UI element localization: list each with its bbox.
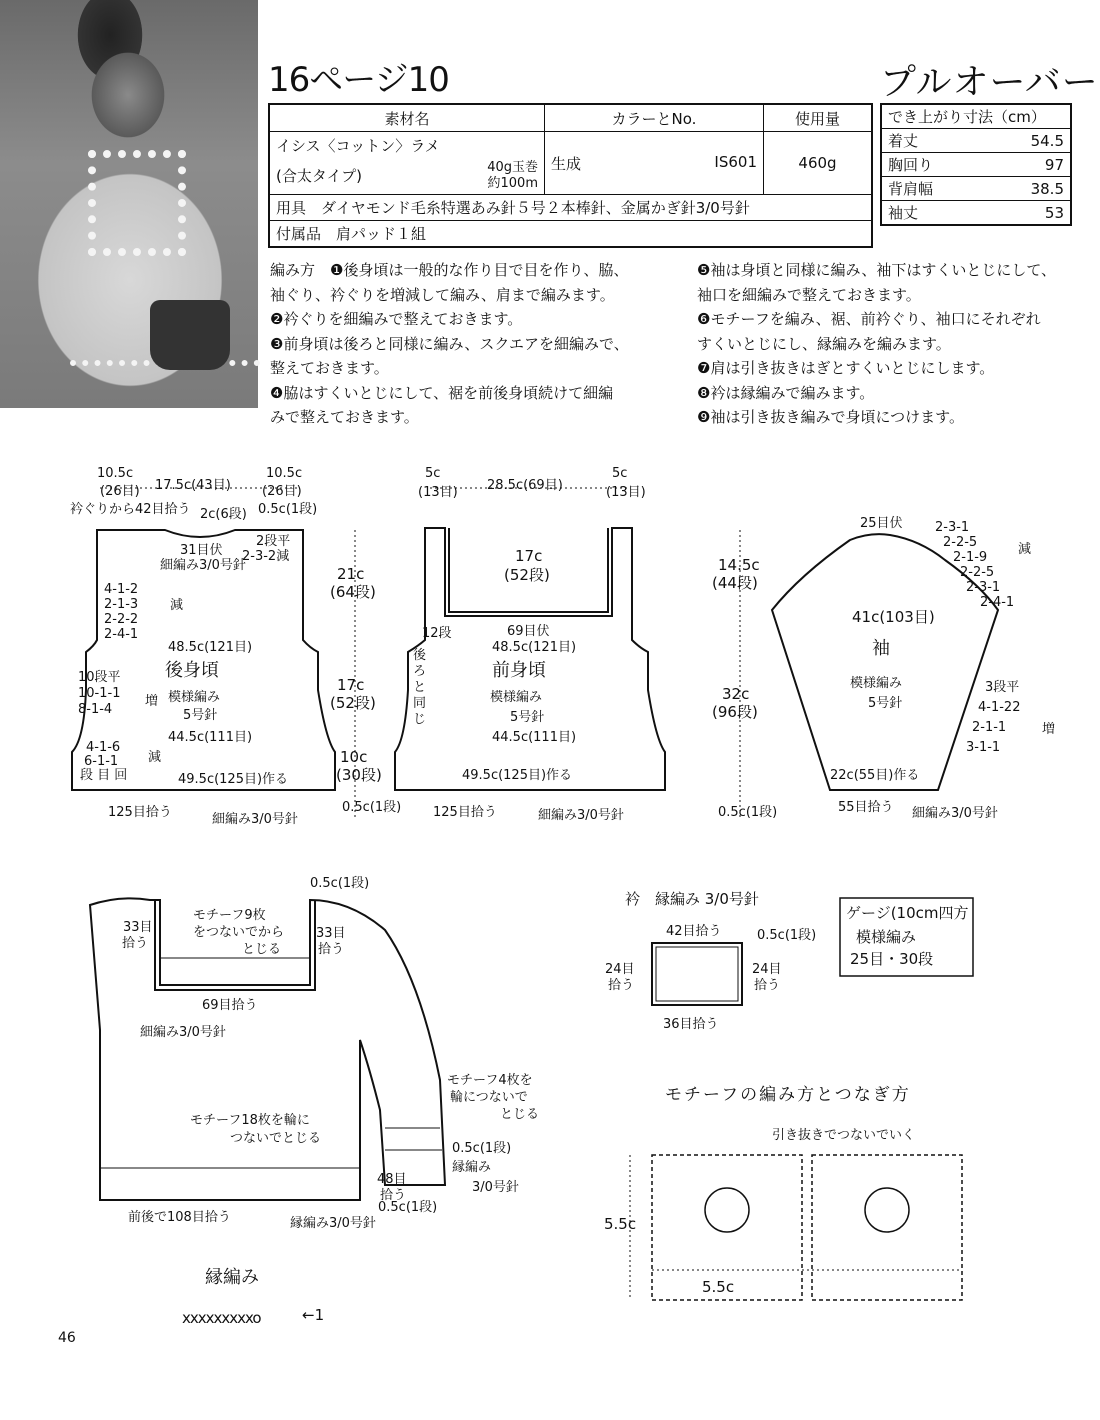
back-low-dec-2: 6-1-1 — [84, 754, 119, 769]
asm-motif4-1: モチーフ4枚を — [447, 1073, 533, 1088]
edging-chart: xxxxxxxxxo — [182, 1309, 261, 1327]
front-top-left-rows: (13目) — [418, 485, 458, 500]
yarn-type: (合太タイプ) — [276, 167, 362, 185]
back-h17-rows: (52段) — [330, 694, 376, 712]
asm-motif4-3: とじる — [500, 1107, 540, 1122]
asm-motif18-1: モチーフ18枚を輪に — [190, 1113, 310, 1128]
instruction-line: ❹脇はすくいとじにして、裾を前後身頃続けて細編 — [270, 383, 614, 402]
size-value: 38.5 — [987, 177, 1071, 201]
back-needle: 5号針 — [183, 708, 218, 723]
back-hem-edge: 細編み3/0号針 — [212, 812, 298, 827]
yarn-length: 約100m — [487, 175, 538, 191]
back-side-flat: 10段平 — [78, 670, 121, 685]
sleeve-pickup: 55目拾う — [838, 800, 894, 815]
back-h21-rows: (64段) — [330, 583, 376, 601]
gauge-line-2: 模様編み — [856, 928, 917, 946]
page-number: 46 — [58, 1330, 76, 1346]
yarn-name: イシス〈コットン〉ラメ — [276, 136, 440, 155]
asm-left-33b: 拾う — [122, 936, 149, 951]
collar-inner — [656, 947, 738, 1001]
tools-row: 用具 ダイヤモンド毛糸特選あみ針５号２本棒針、金属かぎ針3/0号針 — [269, 195, 872, 221]
collar-rect — [652, 943, 742, 1005]
sleeve-h32: 32c — [722, 685, 750, 703]
col-material: 素材名 — [269, 104, 545, 132]
asm-motif9-1: モチーフ9枚 — [193, 908, 266, 923]
back-neck-flat: 2段平 — [256, 534, 291, 549]
asm-motif18-2: つないでとじる — [230, 1131, 322, 1146]
back-armhole-3: 2-2-2 — [104, 612, 139, 627]
back-armhole-2: 2-1-3 — [104, 597, 139, 612]
motif-title: モチーフの編み方とつなぎ方 — [665, 1085, 911, 1105]
instruction-line: すくいとじにし、縁編みを編みます。 — [697, 334, 951, 353]
sleeve-bind: 25目伏 — [860, 516, 903, 531]
front-same-char: ろ — [413, 664, 427, 679]
sleeve-edge: 細編み3/0号針 — [912, 806, 998, 821]
sleeve-side-1: 3段平 — [985, 680, 1020, 695]
page-reference: 16ページ10 — [268, 60, 449, 100]
front-same-char: と — [413, 680, 427, 695]
front-hem-edge: 細編み3/0号針 — [538, 808, 624, 823]
back-inc: 増 — [145, 694, 159, 709]
asm-top-05: 0.5c(1段) — [310, 876, 370, 891]
back-neck-bind: 31目伏 — [180, 543, 223, 558]
back-low-dec-1: 4-1-6 — [86, 740, 121, 755]
back-h05: 0.5c(1段) — [342, 800, 402, 815]
instruction-line: ❺袖は身頃と同様に編み、袖下はすくいとじにして、 — [697, 261, 1057, 279]
sleeve-side-4: 3-1-1 — [966, 740, 1001, 755]
size-header: でき上がり寸法（cm） — [881, 104, 1071, 129]
back-neck-2c: 2c(6段) — [200, 507, 247, 522]
asm-cuff-05: 0.5c(1段) — [452, 1141, 512, 1156]
instruction-line: ❷衿ぐりを細編みで整えておきます。 — [270, 310, 523, 328]
back-h17: 17c — [337, 676, 365, 694]
front-needle: 5号針 — [510, 710, 545, 725]
edging-title: 縁編み — [205, 1267, 259, 1288]
back-h10: 10c — [340, 748, 368, 766]
asm-hem-05: 0.5c(1段) — [378, 1200, 438, 1215]
sleeve-cap-dec: 減 — [1018, 542, 1032, 557]
asm-cuff-edge: 縁編み — [452, 1160, 492, 1175]
instruction-line: ❾袖は引き抜き編みで身頃につけます。 — [697, 408, 964, 426]
sleeve-cap-3: 2-1-9 — [953, 550, 988, 565]
asm-motif4-2: 輪につないで — [450, 1090, 528, 1105]
color-name: 生成 — [551, 154, 582, 173]
asm-right-33: 33目 — [316, 926, 346, 941]
back-neck-edge: 細編み3/0号針 — [160, 558, 246, 573]
front-cast-on: 49.5c(125目)作る — [462, 768, 573, 783]
front-same — [413, 648, 426, 728]
back-armhole-4: 2-4-1 — [104, 627, 139, 642]
front-width-44: 44.5c(111目) — [492, 730, 577, 745]
sleeve-side-3: 2-1-1 — [972, 720, 1007, 735]
col-amount: 使用量 — [764, 104, 873, 132]
back-pickup: 125目拾う — [108, 805, 172, 820]
front-bind: 69目伏 — [507, 624, 550, 639]
back-neck-05: 0.5c(1段) — [258, 502, 318, 517]
motif-flower-2 — [865, 1188, 909, 1232]
asm-pick69: 69目拾う — [202, 998, 258, 1013]
back-top-right-rows: (26目) — [262, 484, 302, 499]
collar-right-24b: 拾う — [754, 978, 781, 993]
sleeve-pattern: 模様編み — [850, 676, 903, 691]
sleeve-cap-5: 2-3-1 — [966, 580, 1001, 595]
front-top-right: 5c — [612, 466, 628, 481]
back-armhole-dec: 減 — [170, 598, 184, 613]
size-label: 背肩幅 — [881, 177, 987, 201]
motif-join: 引き抜きでつないでいく — [772, 1128, 916, 1143]
sleeve-h145: 14.5c — [718, 556, 760, 574]
page-title: プルオーバー — [880, 62, 1099, 103]
motif-flower-1 — [705, 1188, 749, 1232]
sleeve-h05: 0.5c(1段) — [718, 805, 778, 820]
back-side-inc-1: 10-1-1 — [78, 686, 121, 701]
collar-pick42: 42目拾う — [666, 924, 722, 939]
front-same-char: 後 — [413, 648, 427, 663]
back-name: 後身頃 — [165, 660, 219, 681]
front-same-char: じ — [413, 712, 427, 727]
sleeve-width-41: 41c(103目) — [852, 608, 935, 626]
instruction-line: ❼肩は引き抜きはぎとすくいとじにします。 — [697, 359, 995, 377]
front-top-left: 5c — [425, 466, 441, 481]
sleeve-h32-rows: (96段) — [712, 703, 758, 721]
instruction-line: ❻モチーフを編み、裾、前衿ぐり、袖口にそれぞれ — [697, 310, 1041, 328]
asm-left-33: 33目 — [123, 920, 153, 935]
size-label: 胸回り — [881, 153, 987, 177]
asm-motif9-3: とじる — [242, 942, 282, 957]
instruction-line: 整えておきます。 — [270, 359, 389, 377]
front-sq-h-rows: (52段) — [504, 566, 550, 584]
collar-title: 衿 縁編み 3/0号針 — [625, 890, 759, 908]
back-h10-rows: (30段) — [336, 766, 382, 784]
instruction-line: 袖口を細編みで整えておきます。 — [697, 285, 921, 304]
back-width-48: 48.5c(121目) — [168, 640, 253, 655]
motif-width: 5.5c — [702, 1278, 735, 1296]
asm-motif9-2: をつないでから — [193, 925, 285, 940]
collar-h05: 0.5c(1段) — [757, 928, 817, 943]
back-top-left: 10.5c — [97, 466, 134, 481]
back-neck-dec: 2-3-2減 — [242, 549, 290, 564]
front-pickup: 125目拾う — [433, 805, 497, 820]
back-pattern: 模様編み — [168, 690, 221, 705]
col-color: カラーとNo. — [545, 104, 764, 132]
sleeve-cast-on: 22c(55目)作る — [830, 768, 920, 783]
size-label: 着丈 — [881, 129, 987, 153]
accessories-row: 付属品 肩パッド１組 — [269, 221, 872, 248]
collar-right-24: 24目 — [752, 962, 782, 977]
sleeve-inc: 増 — [1042, 722, 1056, 737]
size-label: 袖丈 — [881, 201, 987, 226]
collar-pick36: 36目拾う — [663, 1017, 719, 1032]
amount-cell: 460g — [764, 132, 873, 195]
motif-height: 5.5c — [604, 1215, 637, 1233]
sleeve-cap-2: 2-2-5 — [943, 535, 978, 550]
yarn-ball: 40g玉巻 — [487, 159, 538, 175]
sleeve-cap-1: 2-3-1 — [935, 520, 970, 535]
back-armhole-1: 4-1-2 — [104, 582, 139, 597]
gauge-line-3: 25目・30段 — [850, 950, 934, 968]
back-side-inc-2: 8-1-4 — [78, 702, 113, 717]
asm-pick48b: 拾う — [380, 1188, 407, 1203]
size-value: 97 — [987, 153, 1071, 177]
asm-cuff-needle: 3/0号針 — [472, 1180, 519, 1195]
asm-right-33b: 拾う — [318, 942, 345, 957]
edging-arrow: ←1 — [302, 1306, 325, 1324]
collar-left-24b: 拾う — [608, 978, 635, 993]
motif-2 — [812, 1155, 962, 1300]
back-top-mid: 17.5c(43目) — [155, 478, 231, 493]
sleeve-h145-rows: (44段) — [712, 574, 758, 592]
front-side-12: 12段 — [422, 626, 452, 641]
front-pattern: 模様編み — [490, 690, 543, 705]
back-width-44: 44.5c(111目) — [168, 730, 253, 745]
front-top-mid: 28.5c(69目) — [487, 478, 563, 493]
asm-hem-edge: 縁編み3/0号針 — [290, 1216, 376, 1231]
back-cast-on: 49.5c(125目)作る — [178, 772, 289, 787]
color-number: IS601 — [714, 152, 757, 171]
instruction-line: みで整えておきます。 — [270, 408, 419, 426]
collar-left-24: 24目 — [605, 962, 635, 977]
back-low-dec-mark: 減 — [148, 750, 162, 765]
instruction-line: ❽衿は縁編みで編みます。 — [697, 383, 875, 402]
size-value: 54.5 — [987, 129, 1071, 153]
asm-neck-edge: 細編み3/0号針 — [140, 1025, 226, 1040]
sleeve-name: 袖 — [872, 638, 890, 659]
sleeve-cap-4: 2-2-5 — [960, 565, 995, 580]
front-name: 前身頃 — [492, 660, 546, 681]
back-neck-pick: 衿ぐりから42目拾う — [70, 502, 191, 517]
sleeve-cap-6: 2-4-1 — [980, 595, 1015, 610]
instruction-line: 袖ぐり、衿ぐりを増減して編み、肩まで編みます。 — [270, 285, 615, 304]
front-same-char: 同 — [413, 696, 427, 711]
back-top-left-rows: (26目) — [100, 484, 140, 499]
size-value: 53 — [987, 201, 1071, 226]
instruction-line: 編み方 ❶後身頃は一般的な作り目で目を作り、脇、 — [270, 261, 629, 279]
front-top-right-rows: (13目) — [606, 485, 646, 500]
gauge-line-1: ゲージ(10cm四方 — [846, 904, 969, 922]
sleeve-side-2: 4-1-22 — [978, 700, 1021, 715]
sleeve-needle: 5号針 — [868, 696, 903, 711]
asm-pick108: 前後で108目拾う — [128, 1210, 231, 1225]
back-h21: 21c — [337, 565, 365, 583]
front-sq-h: 17c — [515, 547, 543, 565]
asm-pick48: 48目 — [377, 1172, 407, 1187]
front-width-48: 48.5c(121目) — [492, 640, 577, 655]
back-top-right: 10.5c — [266, 466, 303, 481]
instruction-line: ❸前身頃は後ろと同様に編み、スクエアを細編みで、 — [270, 334, 629, 353]
back-low-times: 段 目 回 — [80, 768, 128, 783]
